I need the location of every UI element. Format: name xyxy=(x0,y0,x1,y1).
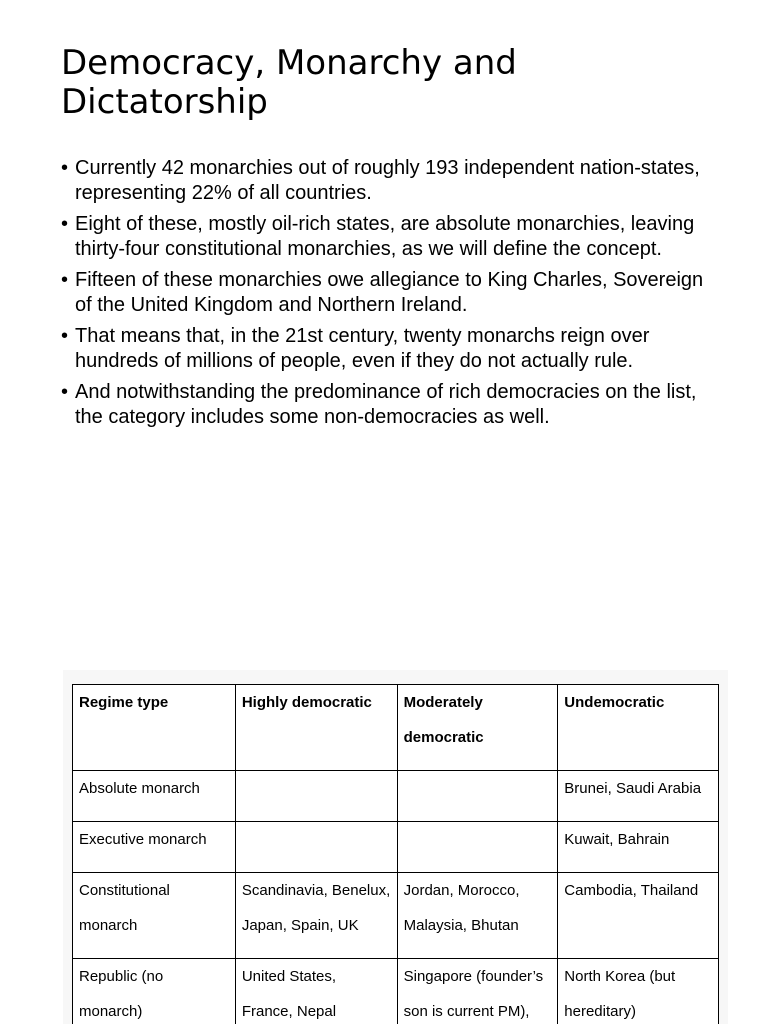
cell-undemocratic: Brunei, Saudi Arabia xyxy=(558,771,719,822)
bullet-item xyxy=(61,324,721,374)
bullet-item xyxy=(61,380,721,430)
bullet-marker: • xyxy=(61,325,69,347)
bullet-text: Eight of these, mostly oil-rich states, are absolute monarchies, leaving thirty-four constitutional monarchies, as we will define the concept. xyxy=(75,213,695,260)
cell-undemocratic: Kuwait, Bahrain xyxy=(558,822,719,873)
header-highly-democratic: Highly democratic xyxy=(235,685,397,771)
cell-undemocratic: Cambodia, Thailand xyxy=(558,873,719,959)
cell-moderately-democratic: Singapore (founder’s son is current PM), xyxy=(397,959,558,1024)
header-moderately-democratic: Moderately democratic xyxy=(397,685,558,771)
table-row xyxy=(73,822,719,873)
cell-regime-type: Republic (no monarch) xyxy=(73,959,236,1024)
cell-moderately-democratic xyxy=(397,822,558,873)
bullet-marker: • xyxy=(61,269,69,291)
regime-table-image xyxy=(63,670,728,1024)
table-row xyxy=(73,771,719,822)
bullet-item xyxy=(61,156,721,206)
cell-highly-democratic: Scandinavia, Benelux, Japan, Spain, UK xyxy=(235,873,397,959)
cell-moderately-democratic: Jordan, Morocco, Malaysia, Bhutan xyxy=(397,873,558,959)
bullet-text: That means that, in the 21st century, twenty monarchs reign over hundreds of millions of people, even if they do not actually rule. xyxy=(75,325,650,372)
cell-undemocratic: North Korea (but hereditary) xyxy=(558,959,719,1024)
cell-moderately-democratic xyxy=(397,771,558,822)
header-regime-type: Regime type xyxy=(73,685,236,771)
regime-table xyxy=(72,684,719,1024)
cell-regime-type: Absolute monarch xyxy=(73,771,236,822)
bullet-marker: • xyxy=(61,381,69,403)
table-row xyxy=(73,959,719,1024)
cell-regime-type: Executive monarch xyxy=(73,822,236,873)
bullet-item xyxy=(61,212,721,262)
bullet-text: And notwithstanding the predominance of rich democracies on the list, the category includes some non-democracies as well. xyxy=(75,381,697,428)
bullet-text: Currently 42 monarchies out of roughly 193 independent nation-states, representing 22% of all countries. xyxy=(75,157,700,204)
table-row xyxy=(73,873,719,959)
bullet-text: Fifteen of these monarchies owe allegiance to King Charles, Sovereign of the United Kingdom and Northern Ireland. xyxy=(75,269,704,316)
table-header-row xyxy=(73,685,719,771)
bullet-marker: • xyxy=(61,213,69,235)
bullet-item xyxy=(61,268,721,318)
slide-title: Democracy, Monarchy and Dictatorship xyxy=(61,43,517,122)
cell-highly-democratic: United States, France, Nepal xyxy=(235,959,397,1024)
bullet-list xyxy=(61,156,721,436)
bullet-marker: • xyxy=(61,157,69,179)
cell-highly-democratic xyxy=(235,771,397,822)
cell-highly-democratic xyxy=(235,822,397,873)
cell-regime-type: Constitutional monarch xyxy=(73,873,236,959)
header-undemocratic: Undemocratic xyxy=(558,685,719,771)
